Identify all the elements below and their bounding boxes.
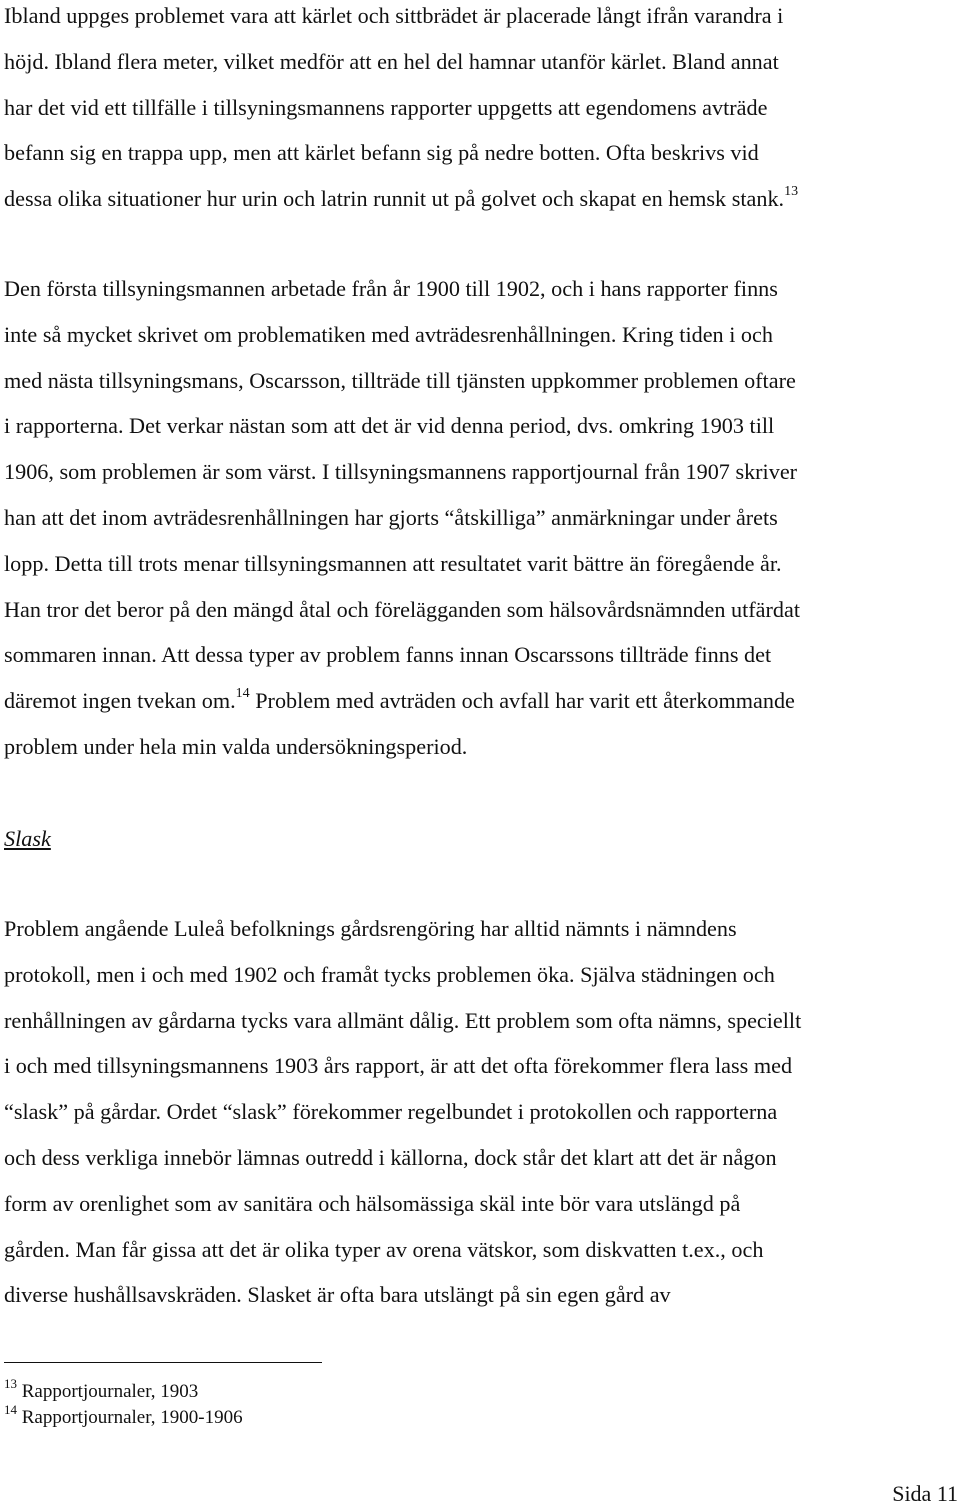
text-line: “slask” på gårdar. Ordet “slask” förekommer regelbundet i protokollen och rapporterna xyxy=(4,1099,778,1125)
text-line: renhållningen av gårdarna tycks vara allmänt dålig. Ett problem som ofta nämns, speciellt xyxy=(4,1007,802,1033)
text-line xyxy=(4,176,798,222)
text-line xyxy=(4,678,800,724)
text-segment: dessa olika situationer hur urin och latrin runnit ut på golvet och skapat en hemsk stank. xyxy=(4,186,785,212)
text-line: gården. Man får gissa att det är olika typer av orena vätskor, som diskvatten t.ex., och xyxy=(4,1236,764,1262)
footnote-separator xyxy=(4,1362,322,1363)
footnotes xyxy=(4,1375,243,1431)
paragraph-2 xyxy=(4,266,800,770)
text-line: Han tror det beror på den mängd åtal och förelägganden som hälsovårdsnämnden utfärdat xyxy=(4,596,800,622)
text-line: Den första tillsyningsmannen arbetade från år 1900 till 1902, och i hans rapporter finns xyxy=(4,276,778,301)
text-line: sommaren innan. Att dessa typer av problem fanns innan Oscarssons tillträde finns det xyxy=(4,642,772,668)
footnote-text: Rapportjournaler, 1903 xyxy=(17,1381,199,1402)
text-line: lopp. Detta till trots menar tillsyningsmannen att resultatet varit bättre än föregående år. xyxy=(4,550,782,576)
text-line: Ibland uppges problemet vara att kärlet och sittbrädet är placerade långt ifrån varandra i xyxy=(4,3,784,28)
footnote-number: 13 xyxy=(4,1375,17,1391)
page-number: Sida 11 xyxy=(892,1481,958,1506)
text-line: 1906, som problemen är som värst. I tillsyningsmannens rapportjournal från 1907 skriver xyxy=(4,459,798,485)
text-line: Problem angående Luleå befolknings gårdsrengöring har alltid nämnts i nämndens xyxy=(4,916,737,941)
text-line: form av orenlighet som av sanitära och hälsomässiga skäl inte bör vara utslängd på xyxy=(4,1190,741,1216)
text-line: diverse hushållsavskräden. Slasket är ofta bara utslängt på sin egen gård av xyxy=(4,1282,671,1308)
footnote-text: Rapportjournaler, 1900-1906 xyxy=(17,1407,243,1428)
text-line: och dess verkliga innebör lämnas outredd i källorna, dock står det klart att det är någon xyxy=(4,1144,777,1170)
text-line: i och med tillsyningsmannens 1903 års rapport, är att det ofta förekommer flera lass med xyxy=(4,1053,793,1079)
text-segment: däremot ingen tvekan om. xyxy=(4,688,236,714)
text-line: protokoll, men i och med 1902 och framåt tycks problemen öka. Själva städningen och xyxy=(4,961,775,987)
footnote-ref-14: 14 xyxy=(235,685,250,701)
text-line: problem under hela min valda undersökningsperiod. xyxy=(4,733,468,759)
footnote-number: 14 xyxy=(4,1401,17,1417)
paragraph-1 xyxy=(4,0,798,222)
text-line: i rapporterna. Det verkar nästan som att det är vid denna period, dvs. omkring 1903 till xyxy=(4,413,775,439)
text-line: höjd. Ibland flera meter, vilket medför att en hel del hamnar utanför kärlet. Bland annat xyxy=(4,48,779,74)
text-line: befann sig en trappa upp, men att kärlet befann sig på nedre botten. Ofta beskrivs vid xyxy=(4,140,759,166)
paragraph-3 xyxy=(4,906,801,1318)
text-line: inte så mycket skrivet om problematiken med avträdesrenhållningen. Kring tiden i och xyxy=(4,321,773,347)
text-line: han att det inom avträdesrenhållningen har gjorts “åtskilliga” anmärkningar under årets xyxy=(4,504,778,530)
text-line: med nästa tillsyningsmans, Oscarsson, tillträde till tjänsten uppkommer problemen oftare xyxy=(4,367,796,393)
section-heading: Slask xyxy=(4,826,51,851)
text-line: har det vid ett tillfälle i tillsyningsmannens rapporter uppgetts att egendomens avträde xyxy=(4,94,768,120)
footnote-ref-13: 13 xyxy=(784,183,799,199)
footnote-13 xyxy=(4,1375,243,1405)
footnote-14 xyxy=(4,1401,243,1431)
text-segment: Problem med avträden och avfall har varit ett återkommande xyxy=(249,688,795,714)
